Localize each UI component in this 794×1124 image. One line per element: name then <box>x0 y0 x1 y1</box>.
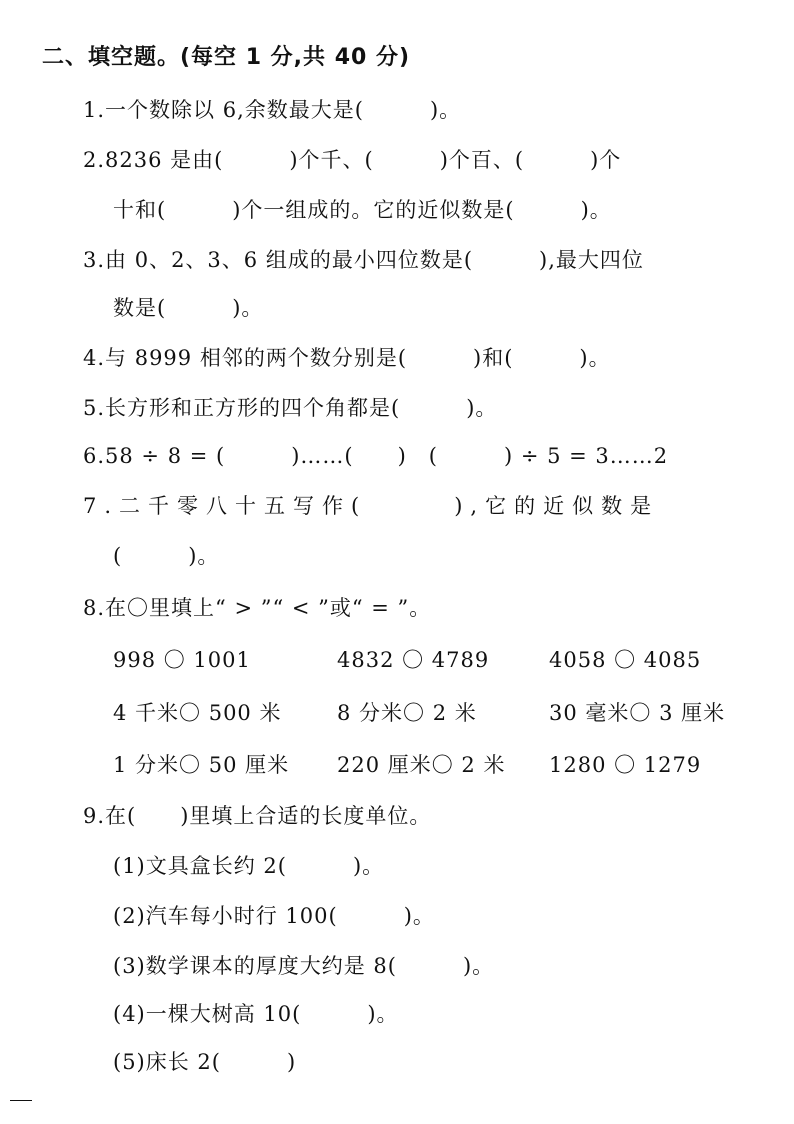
question-9-part-1: (1)文具盒长约 2( )。 <box>113 854 385 878</box>
question-9-part-2: (2)汽车每小时行 100( )。 <box>113 904 435 928</box>
compare-item: 998 〇 1001 <box>113 648 251 672</box>
question-9-part-4: (4)一棵大树高 10( )。 <box>113 1002 399 1026</box>
question-7-line-2: ( )。 <box>113 544 220 568</box>
compare-item: 4832 〇 4789 <box>337 648 490 672</box>
question-3-line-1: 3.由 0、2、3、6 组成的最小四位数是( ),最大四位 <box>83 248 644 272</box>
question-6: 6.58 ÷ 8 = ( )……( ) ( ) ÷ 5 = 3……2 <box>83 444 669 468</box>
question-9-part-3: (3)数学课本的厚度大约是 8( )。 <box>113 954 495 978</box>
compare-item: 220 厘米〇 2 米 <box>337 753 506 777</box>
compare-item: 8 分米〇 2 米 <box>337 701 477 725</box>
question-7-line-1: 7.二千零八十五写作( ),它的近似数是 <box>83 494 660 518</box>
compare-item: 4058 〇 4085 <box>549 648 702 672</box>
compare-item: 30 毫米〇 3 厘米 <box>549 701 726 725</box>
section-heading: 二、填空题。(每空 1 分,共 40 分) <box>42 45 411 70</box>
question-5: 5.长方形和正方形的四个角都是( )。 <box>83 396 498 420</box>
question-2-line-2: 十和( )个一组成的。它的近似数是( )。 <box>113 198 612 222</box>
question-8: 8.在〇里填上“ > ”“ < ”或“ = ”。 <box>83 596 432 620</box>
compare-item: 4 千米〇 500 米 <box>113 701 282 725</box>
question-4: 4.与 8999 相邻的两个数分别是( )和( )。 <box>83 346 611 370</box>
question-1: 1.一个数除以 6,余数最大是( )。 <box>83 98 462 122</box>
question-9: 9.在( )里填上合适的长度单位。 <box>83 804 432 828</box>
question-9-part-5: (5)床长 2( ) <box>113 1050 297 1074</box>
footer-rule <box>10 1100 32 1101</box>
question-2-line-1: 2.8236 是由( )个千、( )个百、( )个 <box>83 148 622 172</box>
compare-item: 1280 〇 1279 <box>549 753 702 777</box>
question-3-line-2: 数是( )。 <box>113 296 264 320</box>
compare-item: 1 分米〇 50 厘米 <box>113 753 290 777</box>
